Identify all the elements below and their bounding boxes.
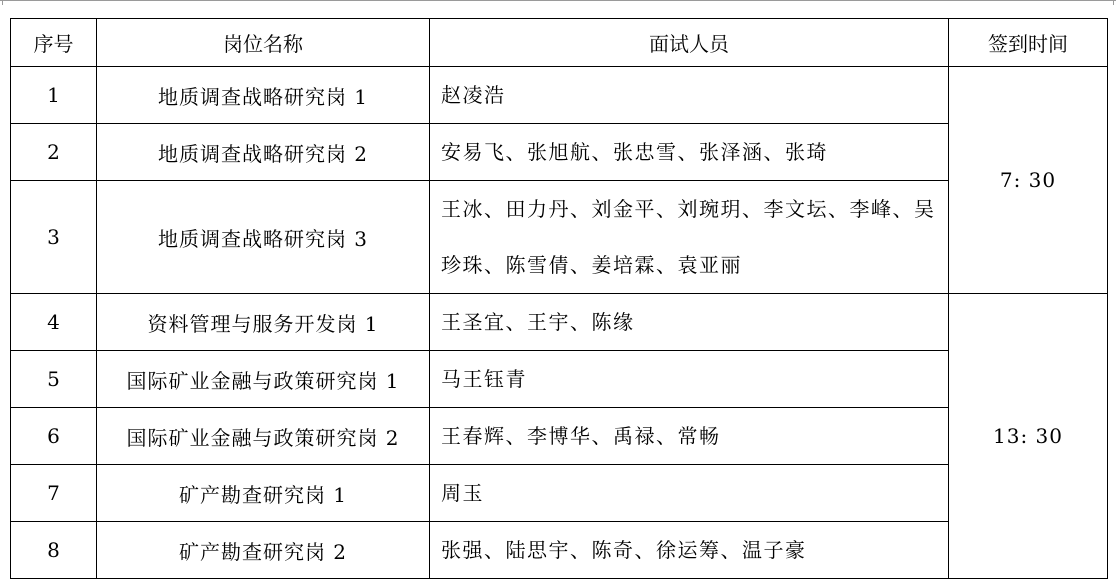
previous-page-border-fragment	[0, 0, 1116, 4]
border-tick	[2, 1, 3, 5]
row-interviewees: 赵凌浩	[430, 67, 949, 124]
row-interviewees: 马王钰青	[430, 351, 949, 408]
row-interviewees: 王冰、田力丹、刘金平、刘琬玥、李文坛、李峰、吴珍珠、陈雪倩、姜培霖、袁亚丽	[430, 181, 949, 294]
table-row	[11, 124, 1108, 181]
row-position: 资料管理与服务开发岗 1	[97, 294, 430, 351]
row-interviewees: 张强、陆思宇、陈奇、徐运筹、温子豪	[430, 522, 949, 579]
border-tick	[1113, 1, 1114, 5]
table-row	[11, 181, 1108, 294]
table-row	[11, 67, 1108, 124]
row-position: 地质调查战略研究岗 1	[97, 67, 430, 124]
row-interviewees: 王圣宜、王宇、陈缘	[430, 294, 949, 351]
table-body	[11, 67, 1108, 579]
table-row	[11, 522, 1108, 579]
table-header	[11, 19, 1108, 67]
row-position: 国际矿业金融与政策研究岗 1	[97, 351, 430, 408]
row-position: 矿产勘查研究岗 1	[97, 465, 430, 522]
row-no: 6	[11, 408, 97, 465]
table-row	[11, 408, 1108, 465]
row-no: 3	[11, 181, 97, 294]
interview-schedule-table	[10, 18, 1108, 579]
row-no: 8	[11, 522, 97, 579]
row-no: 4	[11, 294, 97, 351]
header-row	[11, 19, 1108, 67]
table-row	[11, 351, 1108, 408]
row-position: 地质调查战略研究岗 2	[97, 124, 430, 181]
checkin-time-afternoon: 13: 30	[949, 294, 1108, 579]
checkin-time-morning: 7: 30	[949, 67, 1108, 294]
table-row	[11, 465, 1108, 522]
header-position: 岗位名称	[97, 19, 430, 67]
header-no: 序号	[11, 19, 97, 67]
row-no: 7	[11, 465, 97, 522]
row-position: 矿产勘查研究岗 2	[97, 522, 430, 579]
row-interviewees: 周玉	[430, 465, 949, 522]
row-position: 地质调查战略研究岗 3	[97, 181, 430, 294]
row-position: 国际矿业金融与政策研究岗 2	[97, 408, 430, 465]
header-checkin-time: 签到时间	[949, 19, 1108, 67]
table-row	[11, 294, 1108, 351]
row-no: 5	[11, 351, 97, 408]
header-interviewees: 面试人员	[430, 19, 949, 67]
row-no: 2	[11, 124, 97, 181]
row-interviewees: 王春辉、李博华、禹禄、常畅	[430, 408, 949, 465]
row-interviewees: 安易飞、张旭航、张忠雪、张泽涵、张琦	[430, 124, 949, 181]
row-no: 1	[11, 67, 97, 124]
